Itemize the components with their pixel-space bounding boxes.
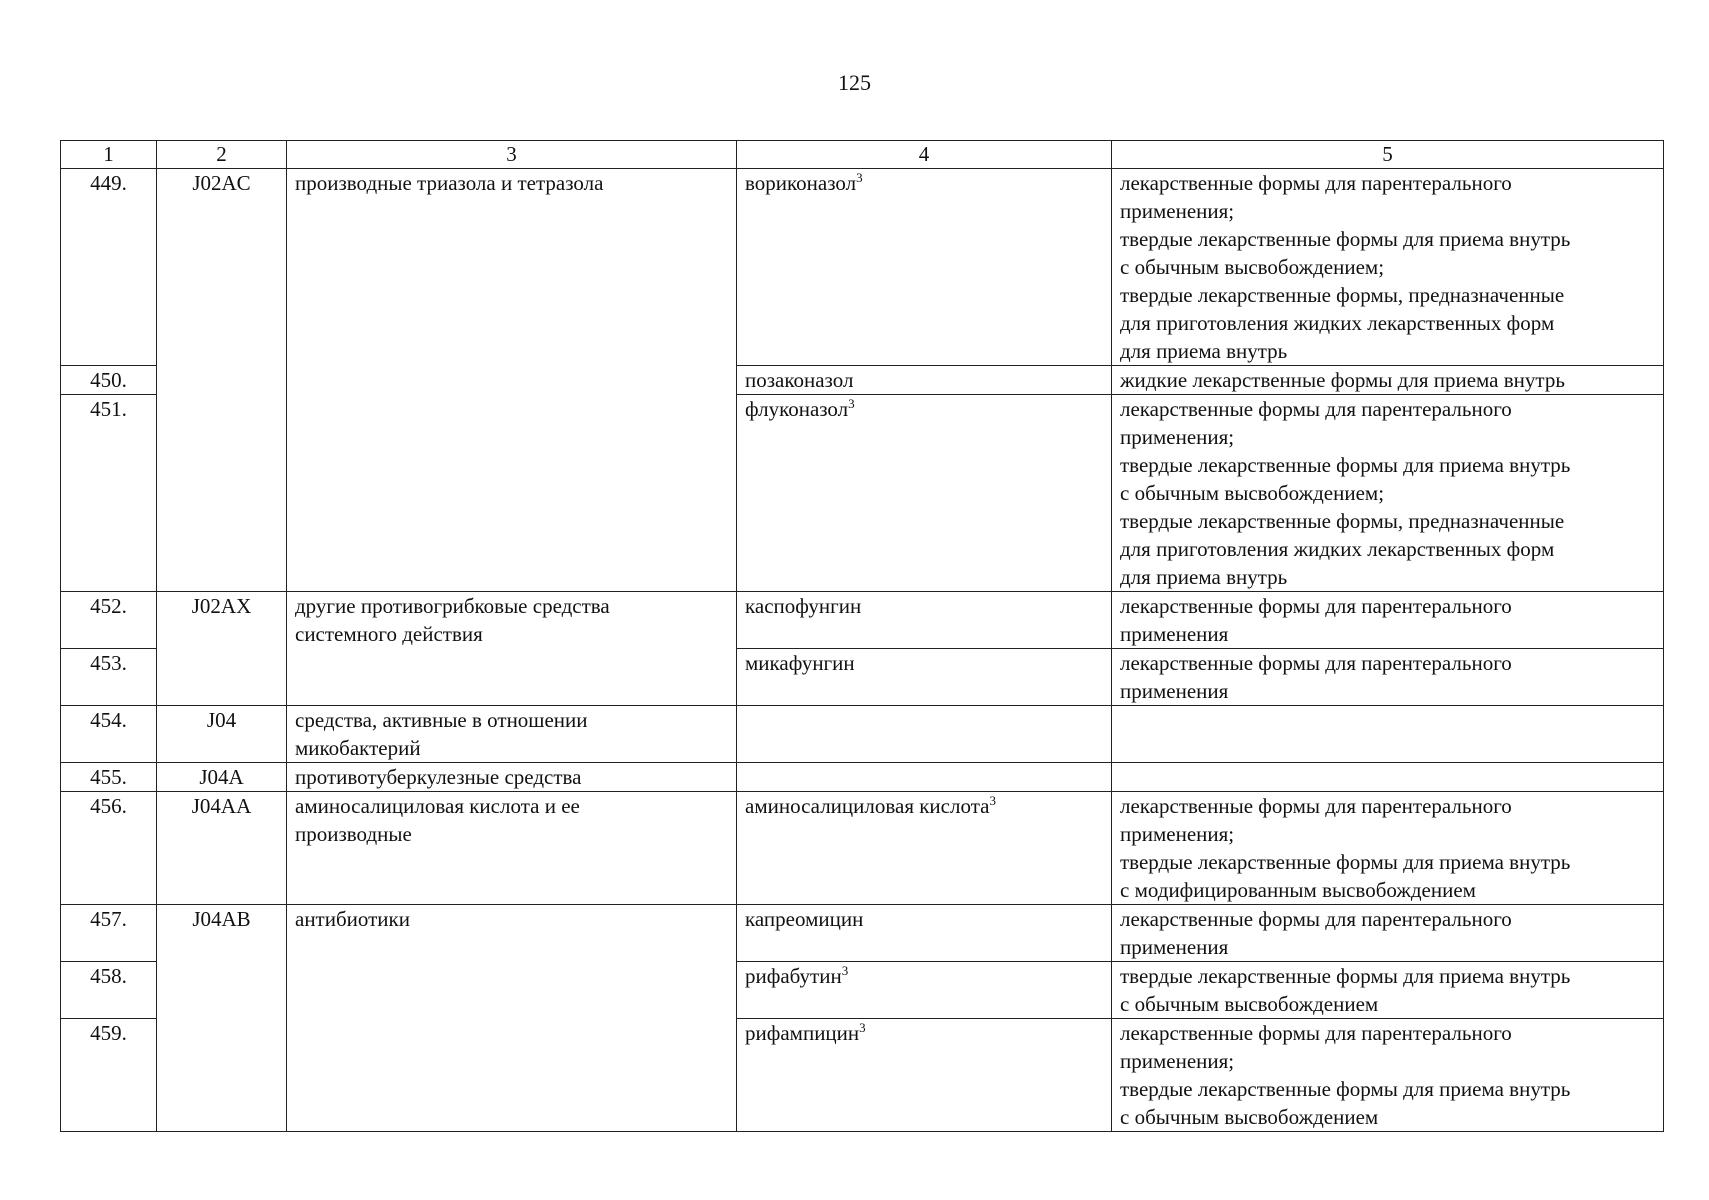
form-line: применения bbox=[1120, 935, 1229, 959]
atc-group bbox=[287, 592, 737, 706]
row-number: 451. bbox=[61, 395, 157, 592]
drug-name bbox=[737, 962, 1112, 1019]
drug-label: аминосалициловая кислота bbox=[745, 794, 990, 818]
atc-code: J04 bbox=[157, 706, 287, 763]
drug-name bbox=[737, 395, 1112, 592]
drug-name bbox=[737, 169, 1112, 366]
atc-group bbox=[287, 792, 737, 905]
table-row bbox=[61, 592, 1664, 649]
form-line: твердые лекарственные формы, предназначенные bbox=[1120, 283, 1565, 307]
table-row bbox=[61, 905, 1664, 962]
footnote-mark: 3 bbox=[841, 963, 849, 978]
form-line: твердые лекарственные формы для приема внутрь bbox=[1120, 964, 1571, 988]
atc-group bbox=[287, 169, 737, 592]
column-header: 5 bbox=[1112, 141, 1664, 169]
group-line: производные триазола и тетразола bbox=[295, 171, 604, 195]
group-line: микобактерий bbox=[295, 736, 421, 760]
row-number: 459. bbox=[61, 1019, 157, 1132]
form-line: твердые лекарственные формы для приема внутрь bbox=[1120, 227, 1571, 251]
column-header: 3 bbox=[287, 141, 737, 169]
drug-name bbox=[737, 1019, 1112, 1132]
drug-name bbox=[737, 592, 1112, 649]
form-line: лекарственные формы для парентерального bbox=[1120, 794, 1512, 818]
form-line: для приема внутрь bbox=[1120, 565, 1288, 589]
group-line: средства, активные в отношении bbox=[295, 708, 588, 732]
drug-name bbox=[737, 763, 1112, 792]
row-number: 449. bbox=[61, 169, 157, 366]
table-row bbox=[61, 169, 1664, 366]
form-line: лекарственные формы для парентерального bbox=[1120, 397, 1512, 421]
row-number: 452. bbox=[61, 592, 157, 649]
footnote-mark: 3 bbox=[989, 793, 996, 808]
form-line: применения; bbox=[1120, 1049, 1235, 1073]
form-line: применения; bbox=[1120, 199, 1235, 223]
form-line: с обычным высвобождением bbox=[1120, 992, 1379, 1016]
group-line: производные bbox=[295, 822, 412, 846]
drug-label: рифабутин bbox=[745, 964, 842, 988]
atc-code: J04A bbox=[157, 763, 287, 792]
dosage-forms bbox=[1112, 706, 1664, 763]
form-line: твердые лекарственные формы для приема внутрь bbox=[1120, 453, 1571, 477]
form-line: лекарственные формы для парентерального bbox=[1120, 651, 1512, 675]
form-line: для приема внутрь bbox=[1120, 339, 1288, 363]
row-number: 456. bbox=[61, 792, 157, 905]
row-number: 457. bbox=[61, 905, 157, 962]
drug-name bbox=[737, 905, 1112, 962]
form-line: с модифицированным высвобождением bbox=[1120, 878, 1476, 902]
page-number: 125 bbox=[838, 70, 871, 95]
form-line: твердые лекарственные формы для приема внутрь bbox=[1120, 850, 1571, 874]
group-line: антибиотики bbox=[295, 907, 410, 931]
footnote-mark: 3 bbox=[848, 396, 855, 411]
atc-group bbox=[287, 763, 737, 792]
drug-table bbox=[60, 140, 1664, 1132]
footnote-mark: 3 bbox=[859, 1020, 866, 1035]
table-row bbox=[61, 763, 1664, 792]
drug-label: каспофунгин bbox=[745, 594, 862, 618]
drug-name bbox=[737, 649, 1112, 706]
group-line: системного действия bbox=[295, 622, 483, 646]
drug-label: микафунгин bbox=[745, 651, 855, 675]
table-row bbox=[61, 706, 1664, 763]
atc-code: J04AA bbox=[157, 792, 287, 905]
dosage-forms bbox=[1112, 792, 1664, 905]
dosage-forms bbox=[1112, 366, 1664, 395]
group-line: аминосалициловая кислота и ее bbox=[295, 794, 580, 818]
drug-label: позаконазол bbox=[745, 368, 854, 392]
dosage-forms bbox=[1112, 763, 1664, 792]
row-number: 453. bbox=[61, 649, 157, 706]
form-line: с обычным высвобождением; bbox=[1120, 481, 1385, 505]
form-line: применения; bbox=[1120, 822, 1235, 846]
form-line: лекарственные формы для парентерального bbox=[1120, 907, 1512, 931]
dosage-forms bbox=[1112, 395, 1664, 592]
group-line: другие противогрибковые средства bbox=[295, 594, 610, 618]
drug-label: вориконазол bbox=[745, 171, 857, 195]
form-line: твердые лекарственные формы, предназначенные bbox=[1120, 509, 1565, 533]
group-line: противотуберкулезные средства bbox=[295, 765, 582, 789]
row-number: 458. bbox=[61, 962, 157, 1019]
form-line: лекарственные формы для парентерального bbox=[1120, 1021, 1512, 1045]
form-line: применения; bbox=[1120, 425, 1235, 449]
drug-label: флуконазол bbox=[745, 397, 849, 421]
form-line: лекарственные формы для парентерального bbox=[1120, 594, 1512, 618]
column-header: 1 bbox=[61, 141, 157, 169]
header-row bbox=[61, 141, 1664, 169]
form-line: жидкие лекарственные формы для приема внутрь bbox=[1120, 368, 1565, 392]
dosage-forms bbox=[1112, 169, 1664, 366]
dosage-forms bbox=[1112, 905, 1664, 962]
drug-name bbox=[737, 366, 1112, 395]
drug-name bbox=[737, 792, 1112, 905]
footnote-mark: 3 bbox=[856, 170, 863, 185]
form-line: для приготовления жидких лекарственных форм bbox=[1120, 311, 1555, 335]
drug-name bbox=[737, 706, 1112, 763]
table-row bbox=[61, 792, 1664, 905]
atc-code: J04AB bbox=[157, 905, 287, 1132]
form-line: с обычным высвобождением bbox=[1120, 1105, 1379, 1129]
dosage-forms bbox=[1112, 962, 1664, 1019]
form-line: применения bbox=[1120, 622, 1229, 646]
form-line: лекарственные формы для парентерального bbox=[1120, 171, 1512, 195]
dosage-forms bbox=[1112, 649, 1664, 706]
atc-code: J02AX bbox=[157, 592, 287, 706]
form-line: для приготовления жидких лекарственных форм bbox=[1120, 537, 1555, 561]
row-number: 455. bbox=[61, 763, 157, 792]
form-line: твердые лекарственные формы для приема внутрь bbox=[1120, 1077, 1571, 1101]
atc-code: J02AC bbox=[157, 169, 287, 592]
drug-label: рифампицин bbox=[745, 1021, 860, 1045]
dosage-forms bbox=[1112, 592, 1664, 649]
row-number: 454. bbox=[61, 706, 157, 763]
column-header: 4 bbox=[737, 141, 1112, 169]
form-line: с обычным высвобождением; bbox=[1120, 255, 1385, 279]
atc-group bbox=[287, 706, 737, 763]
dosage-forms bbox=[1112, 1019, 1664, 1132]
atc-group bbox=[287, 905, 737, 1132]
drug-label: капреомицин bbox=[745, 907, 864, 931]
row-number: 450. bbox=[61, 366, 157, 395]
form-line: применения bbox=[1120, 679, 1229, 703]
column-header: 2 bbox=[157, 141, 287, 169]
